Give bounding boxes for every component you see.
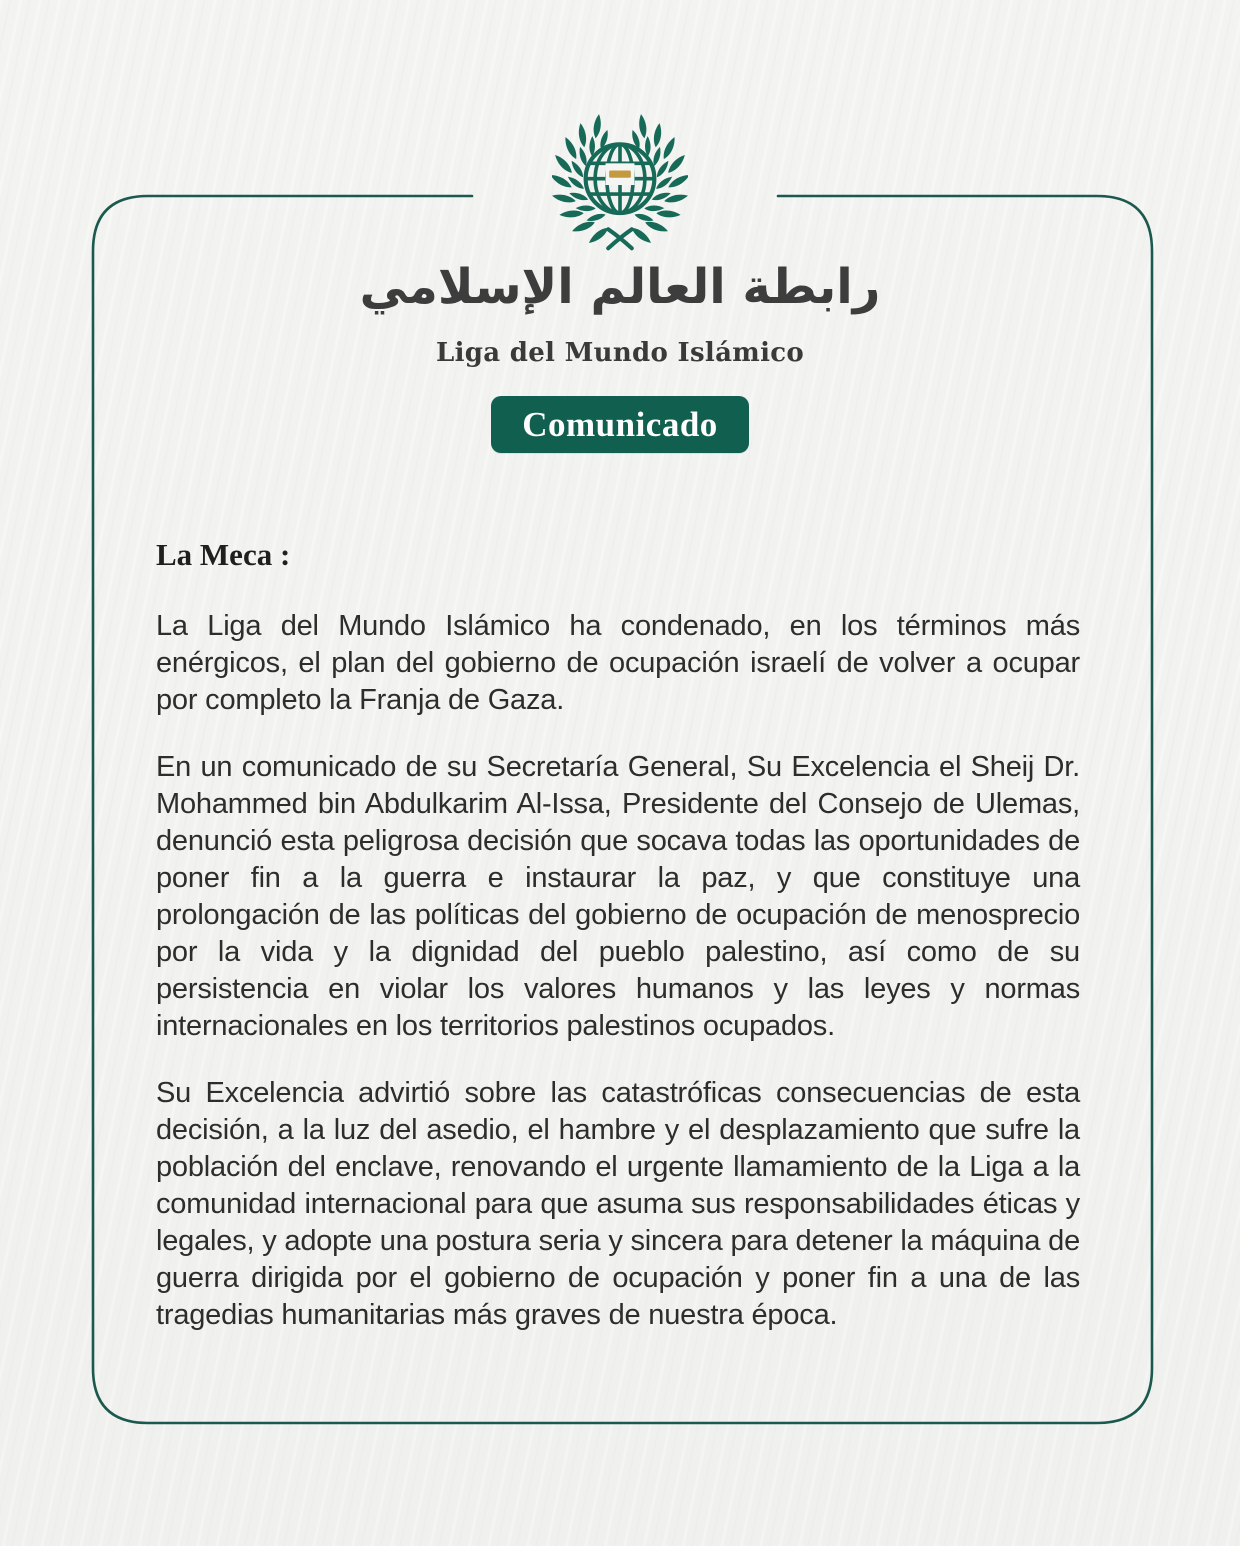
statement-paragraph-2: En un comunicado de su Secretaría General, Su Excelencia el Sheij Dr. Mohammed bin Abdulkarim Al-Issa, Presidente del Consejo de Ulemas, denunció esta peligrosa decisión que socava todas las oportunidades de poner fin a la guerra e instaurar la paz, y que constituye una prolongación de las políticas del gobierno de ocupación de menosprecio por la vida y la dignidad del pueblo palestino, así como de su persistencia en violar los valores humanos y las leyes y normas internacionales en los territorios palestinos ocupados. <box>156 751 1080 1042</box>
communicado-badge <box>491 396 749 453</box>
statement-body <box>156 537 1080 1334</box>
arabic-title: رابطة العالم الإسلامي <box>359 259 881 315</box>
statement-paragraph-1: La Liga del Mundo Islámico ha condenado, en los términos más enérgicos, el plan del gobierno de ocupación israelí de volver a ocupar por completo la Franja de Gaza. <box>156 610 1080 716</box>
statement-paragraph-3: Su Excelencia advirtió sobre las catastróficas consecuencias de esta decisión, a la luz del asedio, el hambre y el desplazamiento que sufre la población del enclave, renovando el urgente llamamiento de la Liga a la comunidad internacional para que asuma sus responsabilidades éticas y legales, y adopte una postura seria y sincera para detener la máquina de guerra dirigida por el gobierno de ocupación y poner fin a una de las tragedias humanitarias más graves de nuestra época. <box>156 1077 1080 1331</box>
wreath-stems <box>608 229 632 248</box>
dateline: La Meca : <box>156 537 291 572</box>
org-name: Liga del Mundo Islámico <box>435 338 805 368</box>
kaaba-gold-band <box>609 171 631 178</box>
communicado-badge-label: Comunicado <box>522 404 718 444</box>
mwl-emblem-icon <box>552 110 688 251</box>
